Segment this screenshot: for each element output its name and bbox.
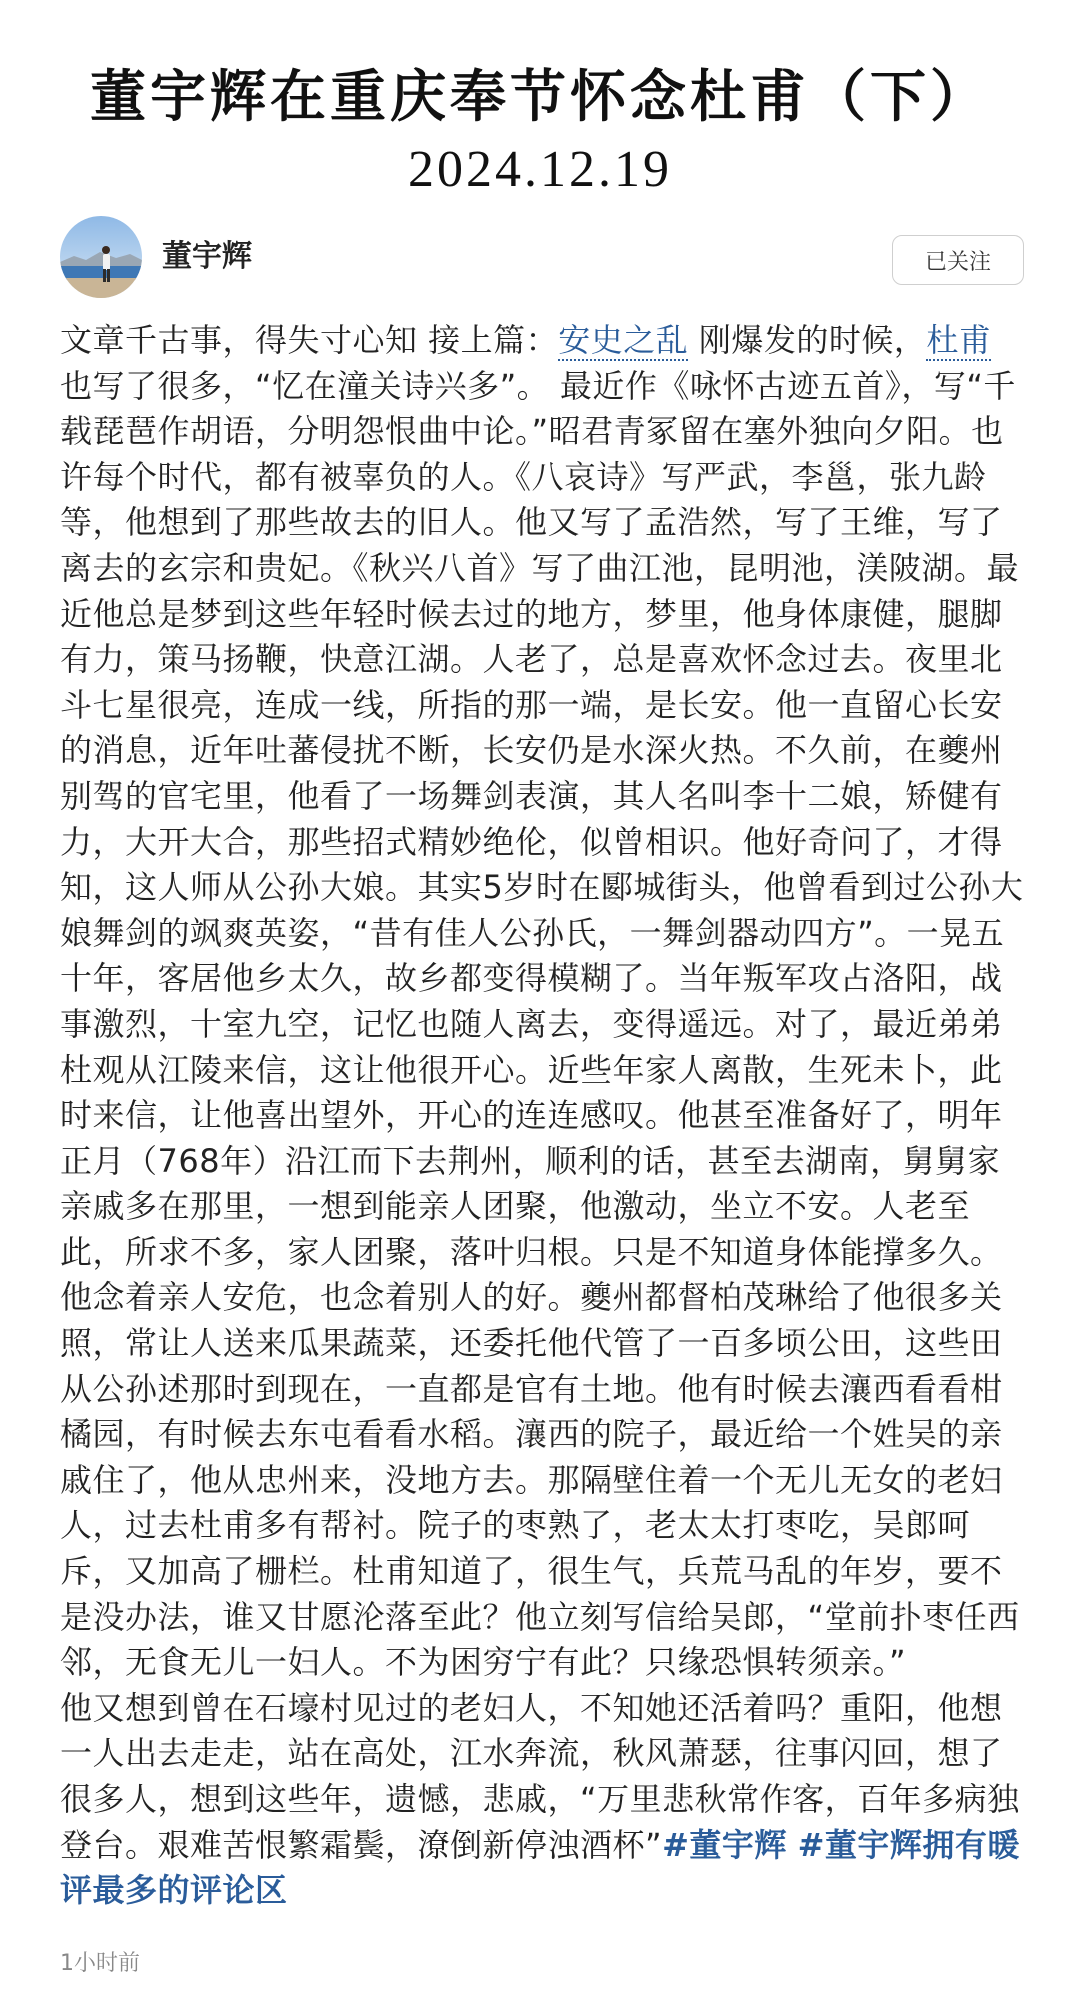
page-date: 2024.12.19 xyxy=(408,141,672,198)
follow-button[interactable]: 已关注 xyxy=(892,235,1024,285)
avatar-image xyxy=(60,216,142,298)
avatar[interactable] xyxy=(60,216,142,298)
topic-link-du-fu[interactable]: 杜甫 xyxy=(926,321,992,359)
article-paragraph-3 xyxy=(60,1686,1026,1914)
article-paragraph-1 xyxy=(60,318,1026,1275)
author-row xyxy=(60,216,1024,300)
article-body xyxy=(60,318,1026,1914)
title-area xyxy=(0,62,1080,202)
post-timestamp: 1小时前 xyxy=(60,1951,140,1976)
article-text: 也写了很多，“忆在潼关诗兴多”。 最近作《咏怀古迹五首》，写“千载琵琶作胡语，分明怨恨曲中论。”昭君青冢留在塞外独向夕阳。也许每个时代，都有被辜负的人。《八哀诗》写严武，李邕，张九龄等，他想到了那些故去的旧人。他又写了孟浩然，写了王维，写了离去的玄宗和贵妃。《秋兴八首》写了曲江池，昆明池，渼陂湖。最近他总是梦到这些年轻时候去过的地方，梦里，他身体康健，腿脚有力，策马扬鞭，快意江湖。人老了，总是喜欢怀念过去。夜里北斗七星很亮，连成一线，所指的那一端，是长安。他一直留心长安的消息，近年吐蕃侵扰不断，长安仍是水深火热。不久前，在夔州别驾的官宅里，他看了一场舞剑表演，其人名叫李十二娘，矫健有力，大开大合，那些招式精妙绝伦，似曾相识。他好奇问了，才得知，这人师从公孙大娘。其实5岁时在郾城街头，他曾看到过公孙大娘舞剑的飒爽英姿，“昔有佳人公孙氏，一舞剑器动四方”。一晃五十年，客居他乡太久，故乡都变得模糊了。当年叛军攻占洛阳，战事激烈，十室九空，记忆也随人离去，变得遥远。对了，最近弟弟杜观从江陵来信，这让他很开心。近些年家人离散，生死未卜，此时来信，让他喜出望外，开心的连连感叹。他甚至准备好了，明年正月（768年）沿江而下去荆州，顺利的话，甚至去湖南，舅舅家亲戚多在那里，一想到能亲人团聚，他激动，坐立不安。人老至此，所求不多，家人团聚，落叶归根。只是不知道身体能撑多久。 xyxy=(60,366,1024,1271)
article-paragraph-2: 他念着亲人安危，也念着别人的好。夔州都督柏茂琳给了他很多关照，常让人送来瓜果蔬菜，还委托他代管了一百多顷公田，这些田从公孙述那时到现在，一直都是官有土地。他有时候去瀼西看看柑橘园，有时候去东屯看看水稻。瀼西的院子，最近给一个姓吴的亲戚住了，他从忠州来，没地方去。那隔壁住着一个无儿无女的老妇人，过去杜甫多有帮衬。院子的枣熟了，老太太打枣吃，吴郎呵斥，又加高了栅栏。杜甫知道了，很生气，兵荒马乱的年岁，要不是没办法，谁又甘愿沦落至此？他立刻写信给吴郎，“堂前扑枣任西邻，无食无儿一妇人。不为困穷宁有此？只缘恐惧转须亲。” xyxy=(60,1278,1020,1682)
hashtag-dong-yuhui[interactable]: #董宇辉 xyxy=(662,1825,787,1864)
article-text: 刚爆发的时候， xyxy=(688,321,927,359)
topic-link-anshi-rebellion[interactable]: 安史之乱 xyxy=(558,321,689,359)
article-text: 文章千古事，得失寸心知 接上篇： xyxy=(60,321,559,359)
hashtag-comment-area[interactable]: #董宇辉拥有暖评最多的评论区 xyxy=(60,1825,1020,1910)
article-text: 他又想到曾在石壕村见过的老妇人，不知她还活着吗？重阳，他想一人出去走走，站在高处，江水奔流，秋风萧瑟，往事闪回，想了很多人，想到这些年，遗憾，悲戚，“万里悲秋常作客，百年多病独登台。艰难苦恨繁霜鬓，潦倒新停浊酒杯” xyxy=(60,1688,1020,1864)
author-name[interactable]: 董宇辉 xyxy=(162,239,252,274)
page-title: 董宇辉在重庆奉节怀念杜甫（下） xyxy=(90,64,990,130)
